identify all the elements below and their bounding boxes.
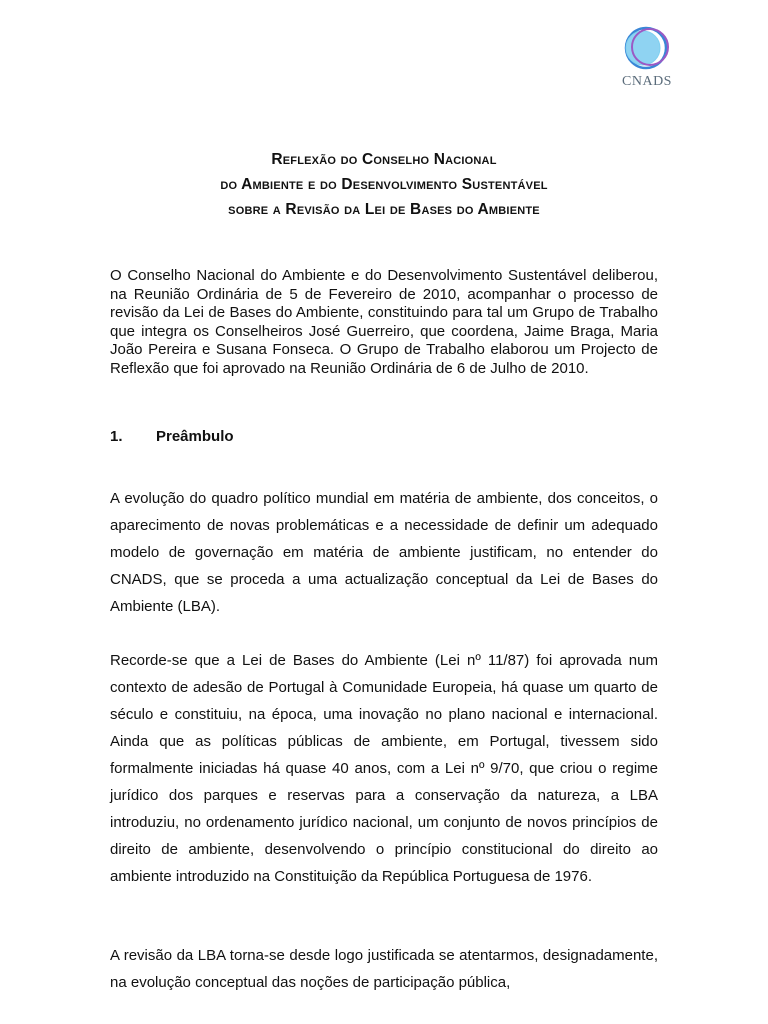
document-title [100, 147, 668, 222]
section-heading [110, 428, 234, 445]
section-number: 1. [110, 428, 123, 445]
title-line: Reflexão do Conselho Nacional [271, 151, 497, 168]
title-line: do Ambiente e do Desenvolvimento Sustentável [220, 176, 548, 193]
logo-text: CNADS [622, 74, 672, 89]
cnads-rings-icon [616, 24, 678, 74]
title-line: sobre a Revisão da Lei de Bases do Ambiente [228, 201, 540, 218]
body-paragraph: A revisão da LBA torna-se desde logo justificada se atentarmos, designadamente, na evolução conceptual das noções de participação pública, [110, 947, 658, 991]
section-title: Preâmbulo [156, 428, 234, 445]
body-paragraph: A evolução do quadro político mundial em matéria de ambiente, dos conceitos, o aparecimento de novas problemáticas e a necessidade de definir um adequado modelo de governação em matéria de ambiente justificam, no entender do CNADS, que se proceda a uma actualização conceptual da Lei de Bases do Ambiente (LBA). [110, 490, 658, 615]
body-paragraph: Recorde-se que a Lei de Bases do Ambiente (Lei nº 11/87) foi aprovada num contexto de adesão de Portugal à Comunidade Europeia, há quase um quarto de século e constituiu, na época, uma inovação no plano nacional e internacional. Ainda que as políticas públicas de ambiente, em Portugal, tivessem sido formalmente iniciadas há quase 40 anos, com a Lei nº 9/70, que criou o regime jurídico dos parques e reservas para a conservação da natureza, a LBA introduziu, no ordenamento jurídico nacional, um conjunto de novos princípios de direito de ambiente, desenvolvendo o princípio constitucional do direito ao ambiente introduzido na Constituição da República Portuguesa de 1976. [110, 652, 658, 885]
cnads-logo [616, 24, 678, 94]
intro-paragraph: O Conselho Nacional do Ambiente e do Desenvolvimento Sustentável deliberou, na Reunião Ordinária de 5 de Fevereiro de 2010, acompanhar o processo de revisão da Lei de Bases do Ambiente, constituindo para tal um Grupo de Trabalho que integra os Conselheiros José Guerreiro, que coordena, Jaime Braga, Maria João Pereira e Susana Fonseca. O Grupo de Trabalho elaborou um Projecto de Reflexão que foi aprovado na Reunião Ordinária de 6 de Julho de 2010. [110, 267, 658, 377]
